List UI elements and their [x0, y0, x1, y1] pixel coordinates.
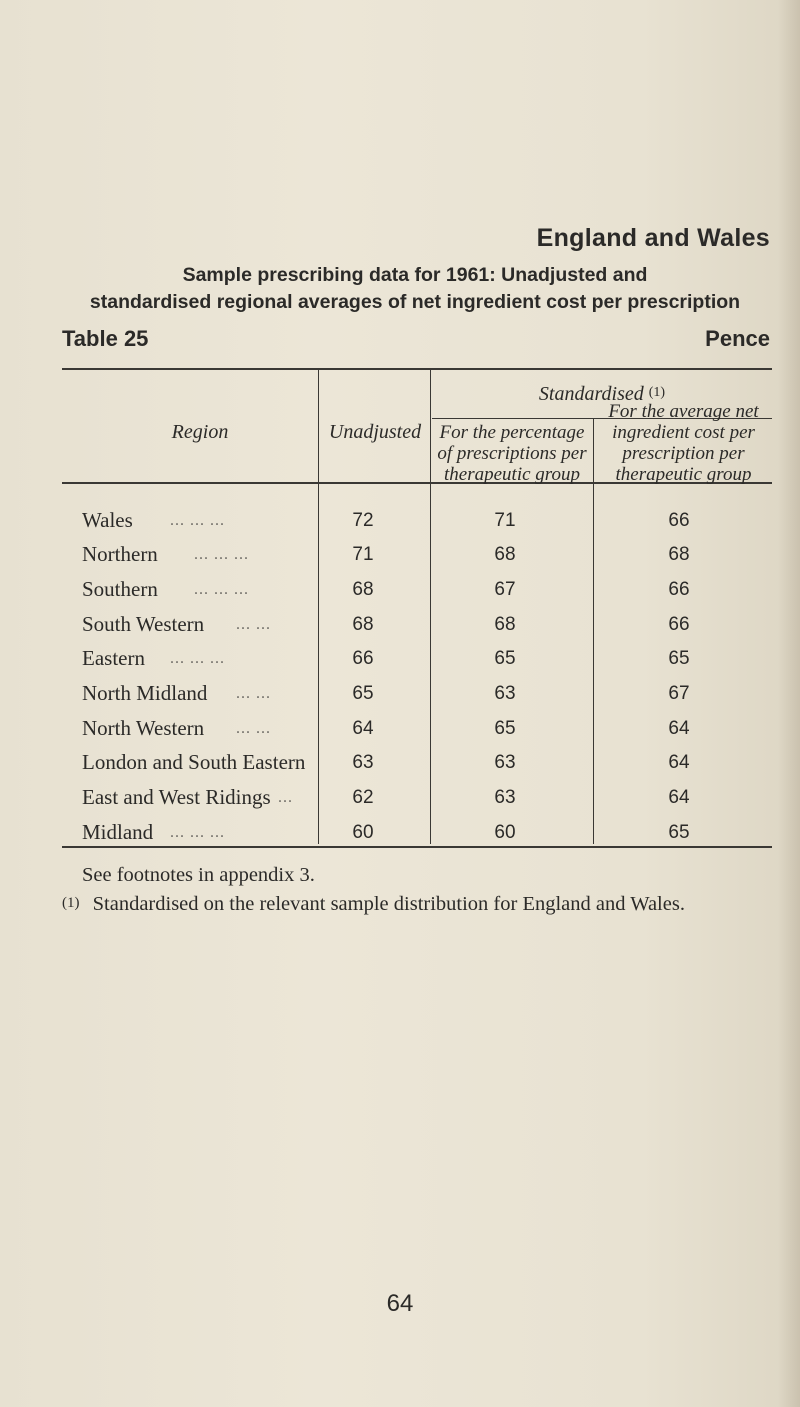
column-divider-3 [593, 419, 594, 844]
pct-header-line-3: therapeutic group [444, 464, 580, 485]
avg-header [595, 401, 772, 485]
unadjusted-value: 60 [352, 822, 374, 843]
standardised-ref: (1) [648, 385, 666, 400]
std-pct-value: 71 [494, 510, 516, 531]
std-pct-value: 65 [494, 718, 516, 739]
unadjusted-value: 68 [352, 579, 374, 600]
table-bottom-rule [62, 846, 772, 848]
country-heading: England and Wales [536, 224, 770, 252]
unit-label: Pence [705, 326, 770, 351]
page-edge-shadow [778, 0, 800, 1407]
leader-dots: ... ... [236, 685, 271, 702]
region-header: Region [171, 421, 229, 443]
table-number: Table 25 [62, 326, 149, 351]
std-avg-value: 68 [668, 544, 690, 565]
std-pct-value: 68 [494, 544, 516, 565]
table-title-line-2: standardised regional averages of net ingredient cost per prescription [89, 291, 741, 313]
column-divider-2 [430, 370, 431, 844]
std-avg-value: 64 [668, 787, 690, 808]
std-avg-value: 67 [668, 683, 690, 704]
std-pct-value: 68 [494, 614, 516, 635]
std-avg-value: 65 [668, 648, 690, 669]
std-avg-value: 65 [668, 822, 690, 843]
leader-dots: ... ... ... [194, 546, 249, 563]
std-avg-value: 66 [668, 579, 690, 600]
std-pct-value: 67 [494, 579, 516, 600]
avg-header-line-3: prescription per [622, 443, 745, 464]
std-pct-value: 63 [494, 787, 516, 808]
region-name: Northern [82, 542, 158, 566]
unadjusted-value: 71 [352, 544, 374, 565]
std-pct-value: 65 [494, 648, 516, 669]
unadjusted-value: 64 [352, 718, 374, 739]
unadjusted-value: 63 [352, 752, 374, 773]
region-name: Midland [82, 820, 154, 844]
pct-header-line-2: of prescriptions per [437, 443, 587, 464]
std-avg-value: 66 [668, 614, 690, 635]
column-divider-1 [318, 370, 319, 844]
pct-header-line-1: For the percentage [439, 422, 585, 443]
avg-header-line-1: For the average net [608, 401, 759, 422]
unadjusted-value: 68 [352, 614, 374, 635]
std-avg-value: 64 [668, 718, 690, 739]
table-top-rule [62, 368, 772, 370]
unadjusted-value: 62 [352, 787, 374, 808]
unadjusted-value: 65 [352, 683, 374, 704]
std-pct-value: 60 [494, 822, 516, 843]
std-avg-value: 64 [668, 752, 690, 773]
standardised-label: Standardised [538, 383, 644, 405]
std-pct-value: 63 [494, 752, 516, 773]
standardised-footnote [62, 893, 685, 916]
leader-dots: ... ... ... [170, 650, 225, 667]
region-name: Southern [82, 577, 158, 601]
region-name: Eastern [82, 646, 145, 670]
leader-dots: ... ... ... [170, 512, 225, 529]
region-name: London and South Eastern [82, 750, 306, 774]
region-name: South Western [82, 612, 205, 636]
page-number: 64 [386, 1290, 414, 1317]
leader-dots: ... ... ... [170, 824, 225, 841]
leader-dots: ... ... [236, 616, 271, 633]
unadjusted-value: 66 [352, 648, 374, 669]
footnote-text: Standardised on the relevant sample distribution for England and Wales. [92, 893, 685, 915]
footnote-marker: (1) [62, 895, 80, 911]
avg-header-line-4: therapeutic group [615, 464, 752, 485]
leader-dots: ... ... [236, 720, 271, 737]
unadjusted-header: Unadjusted [328, 421, 422, 443]
leader-dots: ... [278, 789, 293, 806]
region-name: Wales [82, 508, 133, 532]
std-avg-value: 66 [668, 510, 690, 531]
appendix-footnote: See footnotes in appendix 3. [82, 864, 315, 886]
region-name: East and West Ridings [82, 785, 271, 809]
region-name: North Midland [82, 681, 208, 705]
leader-dots: ... ... ... [194, 581, 249, 598]
std-pct-value: 63 [494, 683, 516, 704]
pct-header [432, 422, 592, 485]
unadjusted-value: 72 [352, 510, 374, 531]
table-title-line-1: Sample prescribing data for 1961: Unadjusted and [182, 264, 648, 286]
region-name: North Western [82, 716, 205, 740]
avg-header-line-2: ingredient cost per [612, 422, 755, 443]
